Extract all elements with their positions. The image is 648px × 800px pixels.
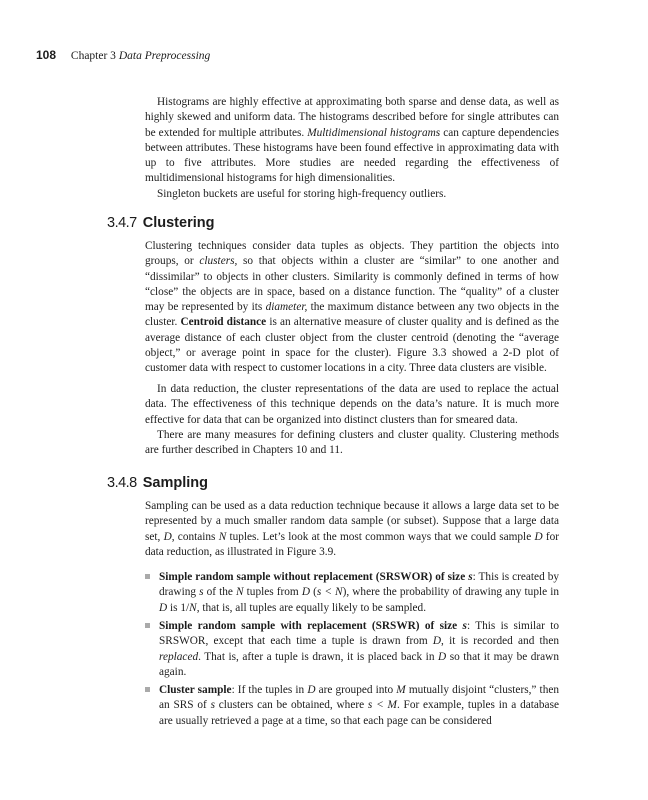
section-number: 3.4.7 xyxy=(107,215,137,231)
text-span: ), where the probability of drawing any tuple in xyxy=(342,586,560,599)
section-number: 3.4.8 xyxy=(107,475,137,491)
bold-term: Centroid distance xyxy=(180,316,267,329)
bullet-text xyxy=(159,619,559,680)
italic-term: M xyxy=(396,684,406,696)
italic-term: D xyxy=(159,601,168,614)
text-span: tuples. Let’s look at the most common ways that we could sample xyxy=(226,530,535,543)
bullet-marker xyxy=(145,687,150,692)
italic-term: D xyxy=(301,586,310,599)
italic-term: s xyxy=(210,699,215,712)
text-span: . That is, after a tuple is drawn, it is placed back in xyxy=(198,650,439,663)
italic-term: D xyxy=(163,530,172,543)
italic-term: D xyxy=(534,530,543,543)
text-span: , contains xyxy=(171,530,219,543)
bold-italic-term: s xyxy=(462,620,467,632)
text-span: : If the tuples in xyxy=(231,684,308,696)
text-span: are grouped into xyxy=(315,684,397,696)
bold-term: Cluster sample xyxy=(159,684,232,696)
italic-term: N xyxy=(189,601,197,614)
text-span: so that it may be drawn again. xyxy=(159,650,559,678)
text-span: is an alternative measure of cluster quality and is defined as the average distance of each cluster object from the cluster centroid (denoting the “average object,” or average point in space for the cluster). Figure 3.3 showed a 2-D plot of customer data with respect to customer locations in a city. Three data clusters are visible. xyxy=(145,316,559,375)
text-span: so that objects within a cluster are “similar” to one another and “dissimilar” to objects in other clusters. Similarity is commonly defined in terms of how “close” the objects are in space, based on a distance function. The “quality” of a cluster may be represented by its xyxy=(145,255,559,314)
page-number: 108 xyxy=(36,48,57,62)
bullet-marker xyxy=(145,574,150,579)
page-header xyxy=(36,48,210,62)
clustering-paragraph-2: In data reduction, the cluster representations of the data are used to replace the actual data. The effectiveness of this technique depends on the data’s nature. It is much more effective for data that can be organized into distinct clusters than for smeared data. xyxy=(145,383,559,426)
sampling-paragraph-1 xyxy=(145,499,559,560)
bullet-text xyxy=(159,570,559,616)
text-span: Histograms are highly effective at approximating both sparse and dense data, as well as highly skewed and uniform data. The histograms described before for single attributes can be extended for multiple attributes. xyxy=(145,96,559,139)
clustering-paragraph-1 xyxy=(145,239,559,377)
section-label: Data Preprocessing xyxy=(118,50,211,62)
text-span: the maximum distance between any two objects in the cluster. xyxy=(145,301,559,329)
clustering-heading xyxy=(107,215,214,231)
italic-term: diameter, xyxy=(265,301,308,314)
bullet-srswr xyxy=(145,619,559,680)
bullet-cluster-sample xyxy=(145,683,559,729)
text-span: : This is created by drawing xyxy=(159,571,559,599)
text-span: ( xyxy=(309,586,317,599)
italic-term: D xyxy=(438,650,447,663)
bullet-text xyxy=(159,683,559,729)
text-span: : This is similar to SRSWOR, except that each time a tuple is drawn from xyxy=(159,620,560,648)
italic-term: s < N xyxy=(316,586,343,599)
italic-term: clusters, xyxy=(199,255,238,268)
italic-term: Multidimensional histograms xyxy=(307,126,441,139)
bullet-marker xyxy=(145,623,150,628)
text-span: mutually disjoint “clusters,” then an SRS of xyxy=(159,684,560,712)
section-title: Sampling xyxy=(142,475,209,491)
text-span: is 1/ xyxy=(167,601,190,614)
text-span: . For example, tuples in a database are usually retrieved a page at a time, so that each page can be considered xyxy=(159,699,559,727)
histogram-paragraph xyxy=(145,95,559,187)
text-span: for data reduction, as illustrated in Figure 3.9. xyxy=(145,530,559,558)
bold-italic-term: s xyxy=(468,571,473,583)
bullet-srswor xyxy=(145,570,559,616)
text-span: , it is recorded and then xyxy=(441,635,559,648)
chapter-label: Chapter 3 xyxy=(70,50,116,62)
text-span: can capture dependencies between attributes. These histograms have been found effective in approximating data with up to five attributes. More studies are needed regarding the effectiveness of multidimensional histograms for high dimensionalities. xyxy=(145,126,559,185)
text-span: of the xyxy=(203,586,237,599)
text-span: clusters can be obtained, where xyxy=(214,699,368,712)
italic-term: replaced xyxy=(159,650,199,663)
text-span: Sampling can be used as a data reduction technique because it allows a large data set to be represented by a much smaller random data sample (or subset). Suppose that a large data set, xyxy=(145,500,559,543)
bold-term: Simple random sample with replacement (SRSWR) of size xyxy=(159,620,463,632)
singleton-paragraph: Singleton buckets are useful for storing high-frequency outliers. xyxy=(157,188,447,200)
sampling-heading xyxy=(107,475,208,491)
text-span: tuples from xyxy=(243,586,302,599)
italic-term: N xyxy=(236,586,244,599)
clustering-paragraph-3: There are many measures for defining clusters and cluster quality. Clustering methods are further described in Chapters 10 and 11. xyxy=(145,429,559,457)
italic-term: s xyxy=(199,586,204,599)
italic-term: D xyxy=(432,635,442,648)
bold-term: Simple random sample without replacement (SRSWOR) of size xyxy=(159,571,469,583)
italic-term: N xyxy=(218,530,227,543)
italic-term: D xyxy=(307,684,316,696)
italic-term: s < M xyxy=(367,699,397,712)
text-span: Clustering techniques consider data tuples as objects. They partition the objects into groups, or xyxy=(145,240,559,268)
section-title: Clustering xyxy=(142,215,215,231)
text-span: , that is, all tuples are equally likely to be sampled. xyxy=(196,601,427,614)
